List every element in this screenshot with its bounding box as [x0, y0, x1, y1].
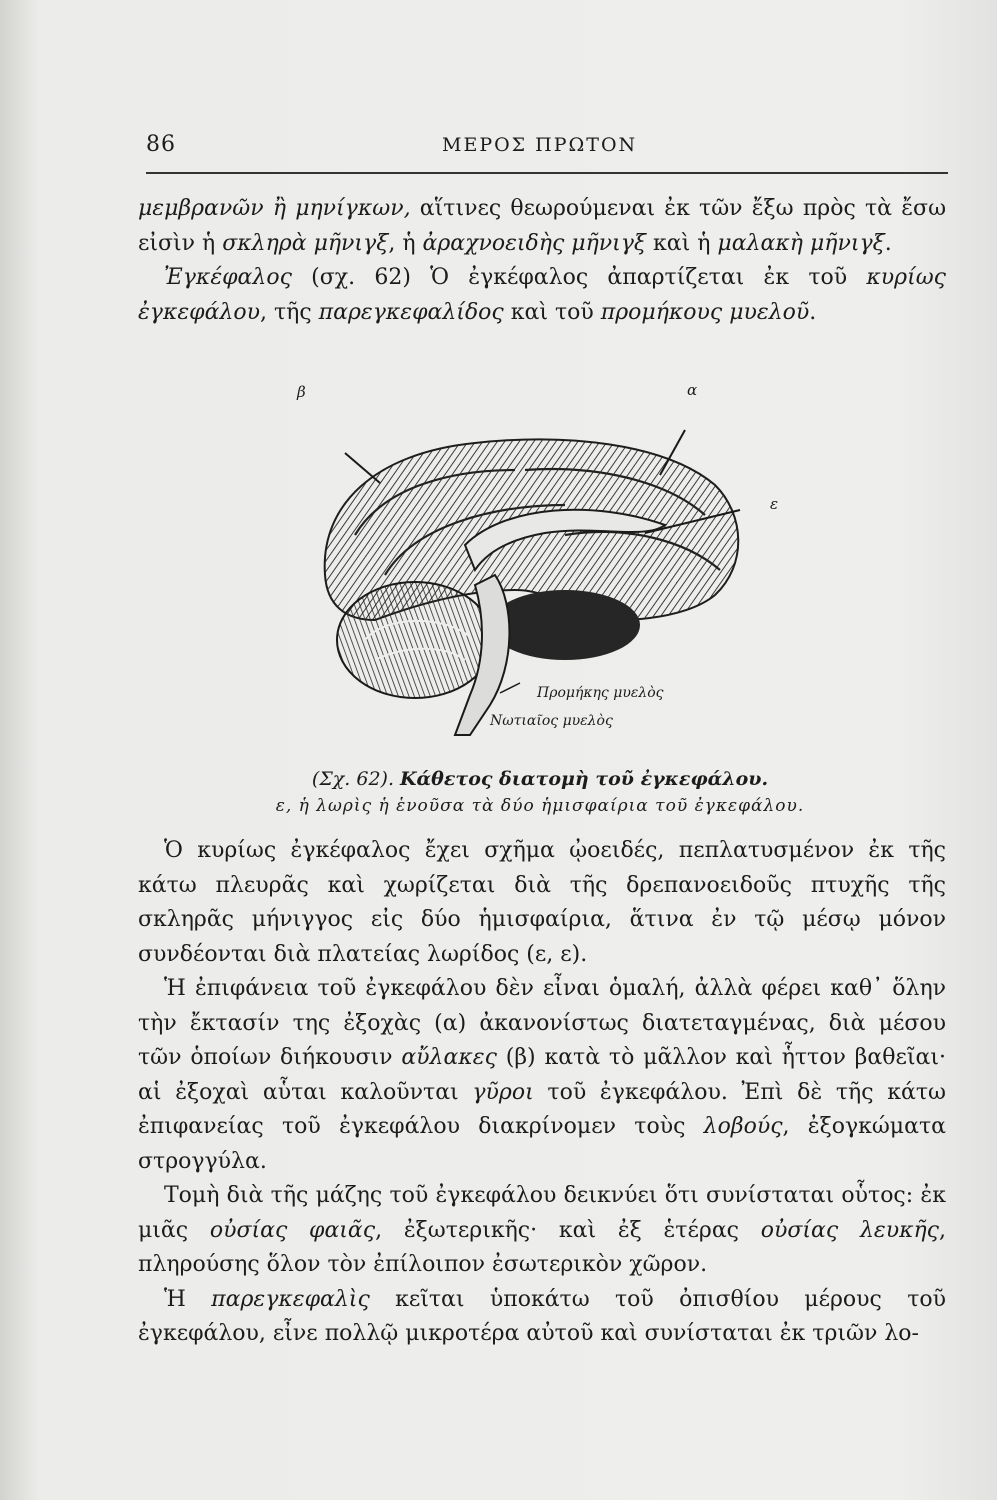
term-aulakes: αὔλακες [401, 1045, 497, 1070]
leader-beta [345, 453, 380, 483]
body-paragraph-3 [138, 1179, 946, 1283]
p3-text-b: , ἐξωτερικῆς· καὶ ἐξ ἑτέρας [375, 1217, 761, 1243]
para2-end: . [809, 299, 817, 325]
term-paregkefalis-2: παρεγκεφαλὶς [211, 1286, 370, 1312]
figure-caption [200, 768, 880, 790]
p3-text-a: Τομὴ διὰ τῆς μάζης τοῦ ἐγκεφάλου δεικνύει ὅτι συνίσταται οὗτος: ἐκ μιᾶς [138, 1183, 946, 1243]
intro-paragraph [138, 192, 946, 330]
page-number: 86 [146, 132, 176, 157]
p2-text-b: (β) κατὰ τὸ μᾶλλον καὶ ἧττον βαθεῖαι· αἱ ἐξοχαὶ αὗται καλοῦνται [138, 1045, 946, 1105]
term-paregkefalis: παρεγκεφαλίδος [318, 299, 504, 325]
p3-text-c: , πληρούσης ὅλον τὸν ἐπίλοιπον ἐσωτερικὸν χῶρον. [138, 1217, 946, 1277]
intro-italic: μεμβρανῶν ἢ μηνίγκων, [138, 196, 411, 221]
p2-text-d: , ἐξογκώματα στρογγύλα. [138, 1114, 946, 1174]
intro-text: αἵτινες θεωρούμεναι ἐκ τῶν ἔξω πρὸς τὰ ἔσω εἰσὶν ἡ [138, 196, 947, 256]
term-ousia-faia: οὐσίας φαιᾶς [209, 1217, 376, 1243]
body-paragraph-1: Ὁ κυρίως ἐγκέφαλος ἔχει σχῆμα ᾠοειδές, πεπλατυσμένον ἐκ τῆς κάτω πλευρᾶς καὶ χωρίζεται διὰ τῆς δρεπανοειδοῦς πτυχῆς τῆς σκληρᾶς μήνιγγος εἰς δύο ἡμισφαίρια, ἅτινα ἐν τῷ μέσῳ μόνον συνδέονται διὰ πλατείας λωρίδος (ε, ε). [138, 838, 946, 967]
p2-text-a: Ἡ ἐπιφάνεια τοῦ ἐγκεφάλου δὲν εἶναι ὁμαλή, ἀλλὰ φέρει καθ᾽ ὅλην τὴν ἔκτασίν της ἐξοχὰς (α) ἀκανονίστως διατεταγμένας, διὰ μέσου τῶν ὁποίων διήκουσιν [138, 976, 946, 1070]
cerebellum-shape [337, 582, 493, 698]
term-lovous: λοβούς [703, 1114, 783, 1139]
body-paragraph-2 [138, 972, 946, 1179]
header-rule [146, 172, 948, 174]
body-paragraph-4 [138, 1283, 946, 1352]
enkefalos-heading: Ἐγκέφαλος [164, 265, 292, 290]
label-notiaios: Νωτιαῖος μυελὸς [490, 713, 613, 729]
dark-region [490, 590, 640, 660]
enkefalos-paragraph [138, 261, 946, 330]
caption-subtitle: ε, ἡ λωρὶς ἡ ἑνοῦσα τὰ δύο ἡμισφαίρια τοῦ ἐγκεφάλου. [275, 796, 805, 816]
label-epsilon: ε [770, 495, 779, 513]
term-ousia-leuki: οὐσίας λευκῆς [760, 1217, 939, 1243]
figure-ref: (σχ. 62) [291, 265, 431, 290]
brain-figure [265, 375, 825, 760]
p4-text-a: Ἡ [164, 1286, 212, 1312]
label-alpha: α [687, 381, 698, 399]
caption-title: Κάθετος διατομὴ τοῦ ἐγκεφάλου. [400, 768, 769, 790]
para2-text-1: Ὁ ἐγκέφαλος ἀπαρτίζεται ἐκ τοῦ [430, 265, 867, 290]
term-kyrios: κυρίως ἐγκεφάλου [138, 265, 946, 325]
term-gyroi: γῦροι [472, 1079, 534, 1105]
body-text [138, 834, 946, 1352]
p2-text-c: τοῦ ἐγκεφάλου. Ἐπὶ δὲ τῆς κάτω ἐπιφανείας τοῦ ἐγκεφάλου διακρίνομεν τοὺς [138, 1079, 946, 1139]
term-arachnoeidis: ἀραχνοειδὴς μῆνιγξ [422, 230, 647, 256]
brain-illustration [265, 375, 825, 760]
caption-ref: (Σχ. 62). [311, 768, 394, 790]
intro-sep-2: καὶ ἡ [646, 230, 718, 256]
leader-promikis [500, 683, 520, 693]
term-promikis: προμήκους μυελοῦ [600, 299, 810, 325]
para2-text-2: , τῆς [260, 299, 319, 325]
para2-text-3: καὶ τοῦ [503, 299, 601, 325]
label-beta: β [297, 383, 306, 401]
p4-text-b: κεῖται ὑποκάτω τοῦ ὀπισθίου μέρους τοῦ ἐγκεφάλου, εἶνε πολλῷ μικροτέρα αὐτοῦ καὶ συνίσταται ἐκ τριῶν λο- [138, 1286, 946, 1346]
intro-end: . [884, 230, 892, 256]
term-malaki: μαλακὴ μῆνιγξ [717, 230, 885, 256]
intro-sep-1: , ἡ [388, 230, 423, 256]
label-promikis: Προμήκης μυελὸς [537, 685, 664, 701]
page-header [146, 132, 946, 168]
term-sklira: σκληρὰ μῆνιγξ [222, 230, 389, 256]
running-head: ΜΕΡΟΣ ΠΡΩΤΟΝ [442, 134, 638, 156]
